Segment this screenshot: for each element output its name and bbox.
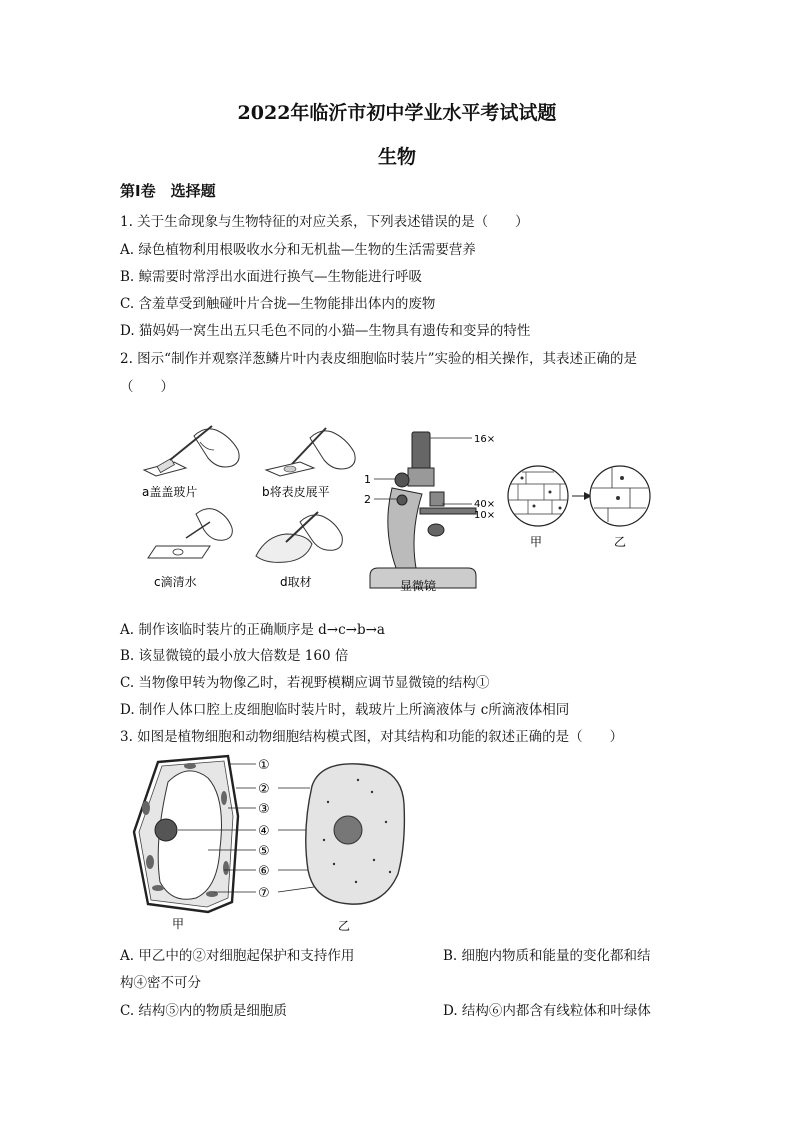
view-jia-label: 甲 <box>530 535 543 549</box>
q3-cell-figure <box>128 752 428 937</box>
view-yi-label: 乙 <box>614 535 627 549</box>
q2-stem-blank: （ ） <box>120 379 174 395</box>
structure-3-label: ③ <box>258 802 270 817</box>
q1-option-a: A. 绿色植物利用根吸收水分和无机盐—生物的生活需要营养 <box>120 242 476 258</box>
step-c-illustration <box>148 509 232 558</box>
q2-option-c: C. 当物像甲转为物像乙时，若视野模糊应调节显微镜的结构① <box>120 675 490 691</box>
scope-part-2-label: 2 <box>364 493 371 506</box>
objective-10-label: 10× <box>474 510 496 521</box>
structure-1-label: ① <box>258 758 270 773</box>
step-b-label: b将表皮展平 <box>262 485 330 499</box>
q3-option-b-continued: 构④密不可分 <box>120 975 201 991</box>
q2-stem: 2. 图示“制作并观察洋葱鳞片叶内表皮细胞临时装片”实验的相关操作，其表述正确的是 <box>120 351 637 367</box>
q3-option-a: A. 甲乙中的②对细胞起保护和支持作用 <box>120 948 355 964</box>
step-d-label: d取材 <box>280 575 312 589</box>
microscope-label: 显微镜 <box>400 579 437 593</box>
q1-option-d: D. 猫妈妈一窝生出五只毛色不同的小猫—生物具有遗传和变异的特性 <box>120 323 531 339</box>
structure-6-label: ⑥ <box>258 864 270 879</box>
q3-option-d: D. 结构⑥内都含有线粒体和叶绿体 <box>443 1003 651 1019</box>
q2-option-a: A. 制作该临时装片的正确顺序是 d→c→b→a <box>120 622 385 638</box>
animal-cell-illustration <box>306 764 405 904</box>
q2-figure <box>130 418 670 608</box>
step-a-illustration <box>144 426 239 476</box>
objective-40-label: 40× <box>474 499 496 510</box>
q2-option-d: D. 制作人体口腔上皮细胞临时装片时，载玻片上所滴液体与 c所滴液体相同 <box>120 702 570 718</box>
q2-option-b: B. 该显微镜的最小放大倍数是 160 倍 <box>120 648 349 664</box>
q1-option-b: B. 鲸需要时常浮出水面进行换气—生物能进行呼吸 <box>120 269 423 285</box>
scope-part-1-label: 1 <box>364 473 371 486</box>
q1-option-c: C. 含羞草受到触碰叶片合拢—生物能排出体内的废物 <box>120 296 436 312</box>
view-jia-illustration <box>508 466 568 526</box>
step-c-label: c滴清水 <box>154 575 197 589</box>
plant-cell-illustration <box>134 756 238 912</box>
q3-stem: 3. 如图是植物细胞和动物细胞结构模式图，对其结构和功能的叙述正确的是（ ） <box>120 729 624 745</box>
section-heading: 第Ⅰ卷 选择题 <box>120 182 216 200</box>
structure-5-label: ⑤ <box>258 844 270 859</box>
subject-title: 生物 <box>377 146 416 168</box>
microscope-illustration <box>370 432 476 588</box>
step-a-label: a盖盖玻片 <box>142 485 198 499</box>
plant-cell-label: 甲 <box>172 917 185 931</box>
structure-4-label: ④ <box>258 824 270 839</box>
q3-option-b: B. 细胞内物质和能量的变化都和结 <box>443 948 651 964</box>
animal-cell-label: 乙 <box>338 919 351 933</box>
structure-7-label: ⑦ <box>258 886 270 901</box>
view-yi-illustration <box>590 466 650 526</box>
structure-2-label: ② <box>258 782 270 797</box>
q3-option-c: C. 结构⑤内的物质是细胞质 <box>120 1003 287 1019</box>
step-b-illustration <box>266 428 355 476</box>
step-d-illustration <box>256 512 342 562</box>
exam-title: 2022年临沂市初中学业水平考试试题 <box>237 102 557 124</box>
q1-stem: 1. 关于生命现象与生物特征的对应关系，下列表述错误的是（ ） <box>120 214 529 230</box>
eyepiece-mag-label: 16× <box>474 434 496 445</box>
